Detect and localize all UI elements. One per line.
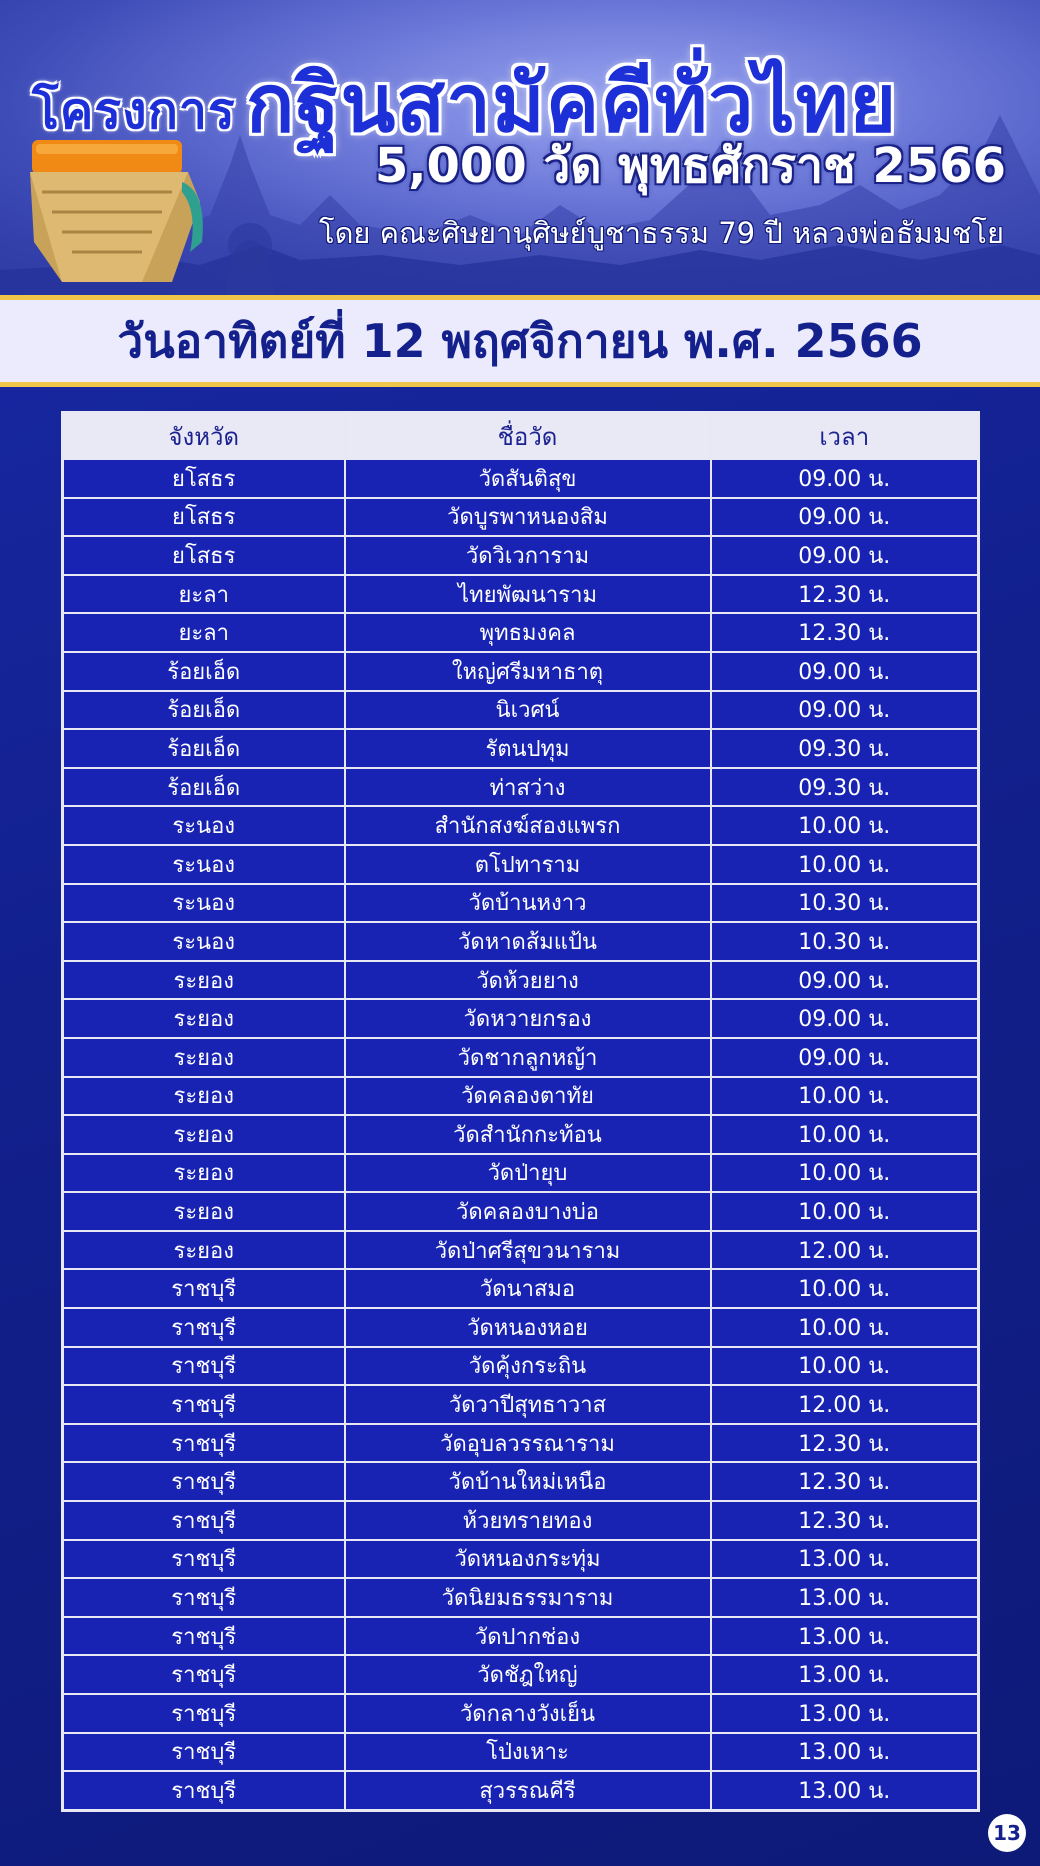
time-cell: 10.30 น. [711, 884, 979, 923]
time-cell: 10.00 น. [711, 1347, 979, 1386]
time-cell: 12.00 น. [711, 1385, 979, 1424]
table-row [63, 922, 979, 961]
table-row [63, 1231, 979, 1270]
province-cell: ระยอง [63, 1154, 345, 1193]
temple-name-cell: วัดหนองกระทุ่ม [345, 1540, 711, 1579]
province-cell: ระนอง [63, 922, 345, 961]
time-cell: 10.00 น. [711, 1077, 979, 1116]
province-cell: ร้อยเอ็ด [63, 768, 345, 807]
table-row [63, 1501, 979, 1540]
kathina-robe-offering-image [22, 132, 218, 292]
table-row [63, 1192, 979, 1231]
province-cell: ร้อยเอ็ด [63, 652, 345, 691]
temple-name-cell: วัดห้วยยาง [345, 961, 711, 1000]
temple-name-cell: วัดป่าศรีสุขวนาราม [345, 1231, 711, 1270]
province-cell: ราชบุรี [63, 1347, 345, 1386]
column-header-province: จังหวัด [63, 413, 345, 460]
temple-name-cell: ตโปทาราม [345, 845, 711, 884]
table-row [63, 729, 979, 768]
province-cell: ราชบุรี [63, 1462, 345, 1501]
province-cell: ยะลา [63, 575, 345, 614]
time-cell: 09.00 น. [711, 999, 979, 1038]
time-cell: 09.00 น. [711, 498, 979, 537]
time-cell: 10.00 น. [711, 845, 979, 884]
province-cell: ระยอง [63, 1231, 345, 1270]
date-heading: วันอาทิตย์ที่ 12 พฤศจิกายน พ.ศ. 2566 [117, 313, 923, 368]
province-cell: ระยอง [63, 1115, 345, 1154]
table-header-row [63, 413, 979, 460]
temple-name-cell: วัดหาดส้มแป้น [345, 922, 711, 961]
temple-name-cell: วัดป่ายุบ [345, 1154, 711, 1193]
temple-name-cell: วัดบูรพาหนองสิม [345, 498, 711, 537]
table-row [63, 1077, 979, 1116]
temple-name-cell: วัดสันติสุข [345, 459, 711, 498]
time-cell: 12.30 น. [711, 1424, 979, 1463]
temple-name-cell: ท่าสว่าง [345, 768, 711, 807]
temple-name-cell: วัดวิเวการาม [345, 536, 711, 575]
province-cell: ยโสธร [63, 459, 345, 498]
province-cell: ราชบุรี [63, 1269, 345, 1308]
province-cell: ร้อยเอ็ด [63, 691, 345, 730]
table-row [63, 652, 979, 691]
province-cell: ราชบุรี [63, 1308, 345, 1347]
time-cell: 12.30 น. [711, 575, 979, 614]
province-cell: ระยอง [63, 1038, 345, 1077]
province-cell: ราชบุรี [63, 1385, 345, 1424]
column-header-time: เวลา [711, 413, 979, 460]
date-band [0, 295, 1040, 387]
table-row [63, 536, 979, 575]
table-row [63, 1385, 979, 1424]
temple-name-cell: วัดหวายกรอง [345, 999, 711, 1038]
time-cell: 09.30 น. [711, 768, 979, 807]
table-row [63, 1617, 979, 1656]
time-cell: 10.00 น. [711, 1154, 979, 1193]
table-row [63, 1771, 979, 1810]
table-row [63, 1694, 979, 1733]
time-cell: 13.00 น. [711, 1655, 979, 1694]
table-row [63, 806, 979, 845]
table-row [63, 999, 979, 1038]
table-row [63, 1655, 979, 1694]
organizer-byline: โดย คณะศิษยานุศิษย์บูชาธรรม 79 ปี หลวงพ่อธัมมชโย [319, 216, 1004, 250]
time-cell: 12.30 น. [711, 1501, 979, 1540]
province-cell: ระนอง [63, 806, 345, 845]
time-cell: 13.00 น. [711, 1617, 979, 1656]
time-cell: 09.00 น. [711, 1038, 979, 1077]
table-row [63, 1038, 979, 1077]
temple-name-cell: วัดหนองหอย [345, 1308, 711, 1347]
time-cell: 09.00 น. [711, 652, 979, 691]
province-cell: ราชบุรี [63, 1655, 345, 1694]
time-cell: 13.00 น. [711, 1578, 979, 1617]
table-row [63, 961, 979, 1000]
table-row [63, 1347, 979, 1386]
time-cell: 10.00 น. [711, 1192, 979, 1231]
temple-name-cell: สุวรรณคีรี [345, 1771, 711, 1810]
temple-name-cell: รัตนปทุม [345, 729, 711, 768]
time-cell: 12.30 น. [711, 613, 979, 652]
temple-name-cell: ห้วยทรายทอง [345, 1501, 711, 1540]
page-number-badge: 13 [988, 1814, 1026, 1852]
province-cell: ราชบุรี [63, 1501, 345, 1540]
table-row [63, 1424, 979, 1463]
time-cell: 12.30 น. [711, 1462, 979, 1501]
province-cell: ระยอง [63, 999, 345, 1038]
temple-name-cell: วัดนิยมธรรมาราม [345, 1578, 711, 1617]
schedule-table [61, 411, 980, 1812]
table-row [63, 768, 979, 807]
province-cell: ระยอง [63, 961, 345, 1000]
table-body [63, 459, 979, 1810]
time-cell: 10.00 น. [711, 1269, 979, 1308]
temple-name-cell: ไทยพัฒนาราม [345, 575, 711, 614]
province-cell: ระนอง [63, 845, 345, 884]
province-cell: ราชบุรี [63, 1694, 345, 1733]
time-cell: 13.00 น. [711, 1771, 979, 1810]
time-cell: 12.00 น. [711, 1231, 979, 1270]
temple-name-cell: วัดคลองตาทัย [345, 1077, 711, 1116]
table-row [63, 691, 979, 730]
table-row [63, 1733, 979, 1772]
table-row [63, 1154, 979, 1193]
province-cell: ราชบุรี [63, 1424, 345, 1463]
table-row [63, 1462, 979, 1501]
temple-name-cell: ใหญ่ศรีมหาธาตุ [345, 652, 711, 691]
temple-name-cell: วัดชัฎใหญ่ [345, 1655, 711, 1694]
page-subtitle: 5,000 วัด พุทธศักราช 2566 [374, 138, 1006, 194]
time-cell: 09.00 น. [711, 691, 979, 730]
time-cell: 09.30 น. [711, 729, 979, 768]
table-row [63, 613, 979, 652]
province-cell: ยะลา [63, 613, 345, 652]
temple-name-cell: วัดปากช่อง [345, 1617, 711, 1656]
temple-name-cell: วัดบ้านใหม่เหนือ [345, 1462, 711, 1501]
temple-name-cell: วัดชากลูกหญ้า [345, 1038, 711, 1077]
header-banner [0, 0, 1040, 295]
temple-name-cell: วัดกลางวังเย็น [345, 1694, 711, 1733]
temple-name-cell: โป่งเหาะ [345, 1733, 711, 1772]
province-cell: ยโสธร [63, 536, 345, 575]
time-cell: 10.00 น. [711, 1308, 979, 1347]
province-cell: ร้อยเอ็ด [63, 729, 345, 768]
temple-name-cell: วัดบ้านหงาว [345, 884, 711, 923]
temple-name-cell: วัดคลองบางบ่อ [345, 1192, 711, 1231]
temple-name-cell: พุทธมงคล [345, 613, 711, 652]
table-row [63, 459, 979, 498]
table-row [63, 1540, 979, 1579]
province-cell: ยโสธร [63, 498, 345, 537]
time-cell: 10.00 น. [711, 806, 979, 845]
time-cell: 13.00 น. [711, 1694, 979, 1733]
table-row [63, 1115, 979, 1154]
page-title: กฐินสามัคคีทั่วไทย [246, 57, 898, 150]
province-cell: ระยอง [63, 1077, 345, 1116]
time-cell: 13.00 น. [711, 1733, 979, 1772]
province-cell: ราชบุรี [63, 1578, 345, 1617]
province-cell: ระยอง [63, 1192, 345, 1231]
project-label: โครงการ [32, 82, 236, 140]
province-cell: ราชบุรี [63, 1733, 345, 1772]
time-cell: 10.30 น. [711, 922, 979, 961]
table-row [63, 498, 979, 537]
column-header-temple: ชื่อวัด [345, 413, 711, 460]
time-cell: 09.00 น. [711, 961, 979, 1000]
province-cell: ราชบุรี [63, 1771, 345, 1810]
temple-name-cell: วัดวาปีสุทธาวาส [345, 1385, 711, 1424]
province-cell: ระนอง [63, 884, 345, 923]
province-cell: ราชบุรี [63, 1540, 345, 1579]
table-row [63, 845, 979, 884]
time-cell: 09.00 น. [711, 459, 979, 498]
temple-name-cell: วัดอุบลวรรณาราม [345, 1424, 711, 1463]
table-row [63, 1578, 979, 1617]
province-cell: ราชบุรี [63, 1617, 345, 1656]
time-cell: 09.00 น. [711, 536, 979, 575]
temple-name-cell: วัดคุ้งกระถิน [345, 1347, 711, 1386]
temple-name-cell: นิเวศน์ [345, 691, 711, 730]
temple-name-cell: วัดสำนักกะท้อน [345, 1115, 711, 1154]
time-cell: 13.00 น. [711, 1540, 979, 1579]
table-row [63, 1269, 979, 1308]
temple-name-cell: วัดนาสมอ [345, 1269, 711, 1308]
table-row [63, 884, 979, 923]
time-cell: 10.00 น. [711, 1115, 979, 1154]
table-row [63, 1308, 979, 1347]
temple-name-cell: สำนักสงฆ์สองแพรก [345, 806, 711, 845]
table-row [63, 575, 979, 614]
